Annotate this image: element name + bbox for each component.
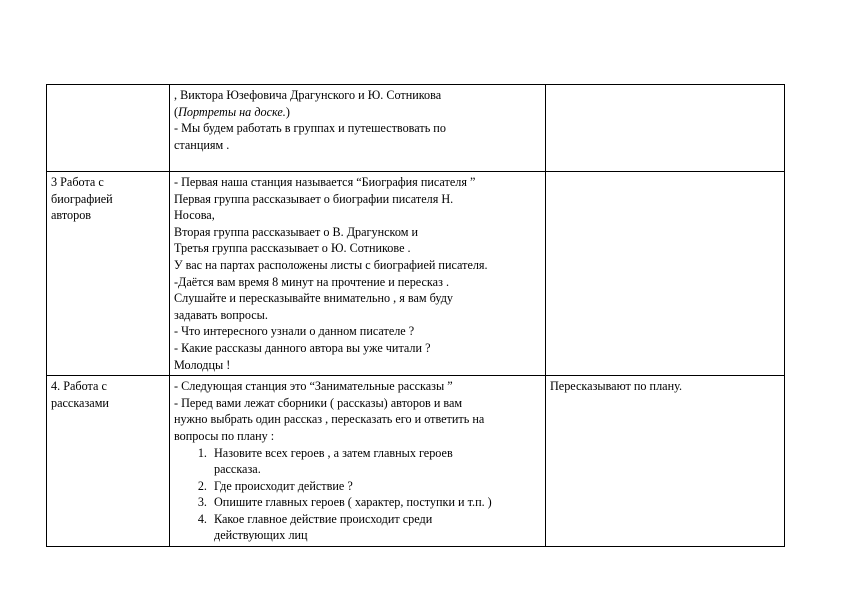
content-line: Слушайте и пересказывайте внимательно , я вам буду: [174, 291, 454, 306]
plan-item: [210, 445, 541, 478]
stage-line: 4. Работа с: [51, 379, 107, 394]
content-line: - Что интересного узнали о данном писателе ?: [174, 324, 415, 339]
content-line: Носова,: [174, 208, 215, 223]
content-line: - Какие рассказы данного автора вы уже читали ?: [174, 340, 431, 355]
content-line: У вас на партах расположены листы с биографией писателя.: [174, 257, 488, 272]
plan-item: [210, 494, 541, 511]
plan-item: [210, 511, 541, 544]
lesson-plan-table: [46, 84, 785, 547]
notes-cell: [546, 85, 785, 172]
content-cell: [170, 172, 546, 376]
plan-item-line: 4. Какое главное действие происходит среди: [214, 511, 433, 526]
plan-item: [210, 478, 541, 495]
content-line: Вторая группа рассказывает о В. Драгунском и: [174, 224, 418, 239]
plan-item-line: 1. Назовите всех героев , а затем главных героев: [214, 445, 453, 460]
plan-item-line: 3. Опишите главных героев ( характер, поступки и т.п. ): [214, 495, 492, 510]
notes-cell: [546, 376, 785, 547]
content-line: - Мы будем работать в группах и путешествовать по: [174, 121, 446, 136]
content-line: станциям .: [174, 137, 230, 152]
stage-line: авторов: [51, 208, 92, 223]
question-plan-list: [174, 445, 541, 545]
content-line: , Виктора Юзефовича Драгунского и Ю. Сотникова: [174, 88, 442, 102]
stage-cell: [47, 376, 170, 547]
content-line: Первая группа рассказывает о биографии писателя Н.: [174, 191, 454, 206]
content-line: - Перед вами лежат сборники ( рассказы) авторов и вам: [174, 395, 463, 410]
content-line: - Первая наша станция называется “Биография писателя ”: [174, 175, 476, 189]
stage-cell: [47, 172, 170, 376]
plan-item-line: 2. Где происходит действие ?: [214, 478, 353, 493]
stage-cell: [47, 85, 170, 172]
stage-line: рассказами: [51, 395, 109, 410]
table-row: [47, 376, 785, 547]
notes-cell: [546, 172, 785, 376]
content-line-italic: (Портреты на доске.): [174, 104, 290, 119]
portraits-note: Портреты на доске.: [178, 104, 286, 119]
content-cell: [170, 376, 546, 547]
stage-line: 3 Работа с: [51, 175, 104, 189]
notes-text: Пересказывают по плану.: [550, 379, 683, 394]
content-line: -Даётся вам время 8 минут на прочтение и пересказ .: [174, 274, 449, 289]
content-line: Молодцы !: [174, 357, 231, 372]
table-row: [47, 172, 785, 376]
content-line: вопросы по плану :: [174, 428, 275, 443]
content-line: задавать вопросы.: [174, 307, 268, 322]
stage-line: биографией: [51, 191, 113, 206]
content-line: - Следующая станция это “Занимательные рассказы ”: [174, 379, 453, 394]
content-line: Третья группа рассказывает о Ю. Сотникове .: [174, 241, 411, 256]
plan-item-line: рассказа.: [214, 462, 261, 477]
table-row: [47, 85, 785, 172]
content-cell: [170, 85, 546, 172]
plan-item-line: действующих лиц: [214, 528, 308, 543]
content-line: нужно выбрать один рассказ , пересказать его и ответить на: [174, 412, 485, 427]
